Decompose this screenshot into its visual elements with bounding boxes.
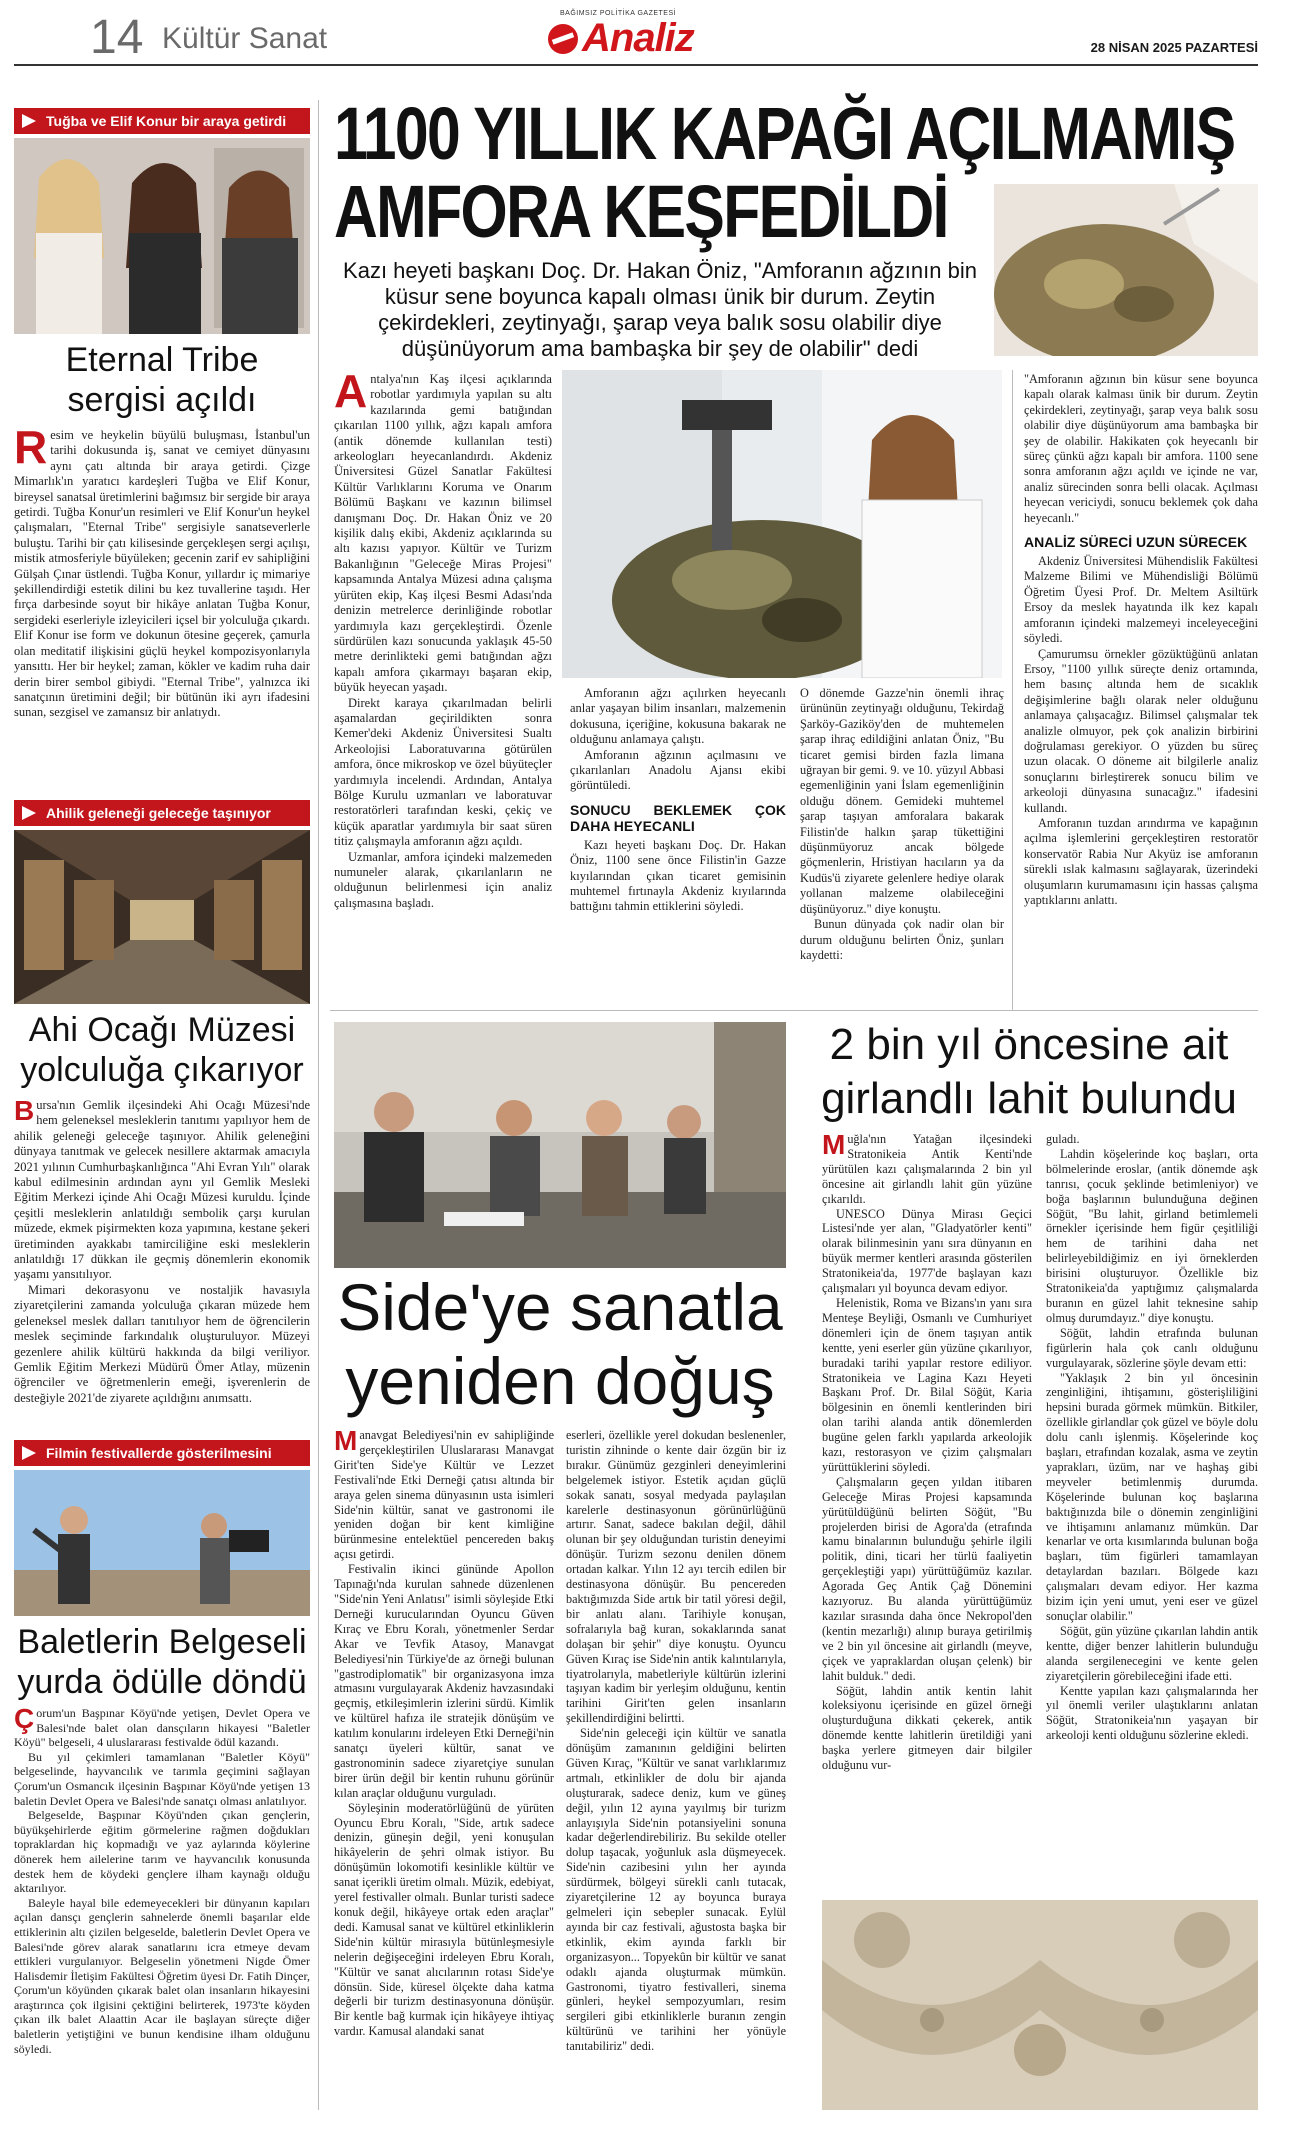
side-text-1b: Festivalin ikinci gününde Apollon Tapınağı'nda kurulan sahnede düzenlenen "Side'nin Yeni Anlatısı" isimli söyleşide Etki Derneği kurucularından Oyuncu Güven Kıraç ve Ebru Koralı, yönetmenler Serdar Akar ve Tevfik Atasoy, Manavgat Belediyesi'nin Türkiye'de az örneği bulunan "gastrodiplomatik" bir organizasyona imza atmasını vurgulayarak Akdeniz havzasındaki geçmiş, etkileşimlerin izlerini sürdü. Kimlik ve kültürel hafıza ile stratejik dönüşüm ve katılım konularını irdeleyen Etki Derneği'nin sanatçı üyeleri kültür, sanat ve gastronominin sadece ziyaretçiye sunulan birer ürün değil bir kentin ruhunu görünür kılan araçlar olduğunu vurguladı. — [334, 1562, 554, 1800]
balet-article-body — [14, 1703, 310, 2056]
amfora-lab-photo — [562, 370, 1002, 678]
lahit-text-2d: "Yaklaşık 2 bin yıl öncesinin zenginliğini, ihtişamını, gösterişliliğini hepsini burada görmek mümkün. Bitkiler, özellikle girlandlar çok güzel ve böyle dolu dolu canlı işlenmiş. Köşelerinde koç başları, etrafından kozalak, asma ve zeytin yaprakları, üzüm, nar ve haşhaş gibi meyveler betimlenmiş durumda. Köşelerinde bulunan koç başlarına baktığınızda bile o dönemin zenginliğini ve ihtişamını anlamanız mümkün. Dar kenarlar ve orta kısımlarında bulunan boğa başları, tüm figürleri tamamlayan detaylardan bazıları. Bölgede kazı çalışmaları devam ediyor. Her kazma bizim için yeni umut, yeni eser ve güzel sonuçlar olabilir." — [1046, 1370, 1258, 1623]
lahit-text-1d: Çalışmaların geçen yıldan itibaren Geleceğe Miras Projesi kapsamında yürütüldüğünü belirten Söğüt, "Bu projelerden birisi de Agora'da (etrafında kamu binalarının bulunduğu şehirle ilgili politik, dini, ticari her türlü faaliyetin gerçekleştiği yapı) yürüttüğümüz kazılar. Agorada Geç Antik Çağ Dönemini kazıyoruz. Bu alanda yürüttüğümüz kazılar sırasında daha önce Nekropol'den (kentin mezarlığı) alınıp buraya getirilmiş ve 2 bin yıl öncesine ait girlandlı (meyve, çiçek ve yapraklardan oluşan çelenk) bir lahit bulduk." dedi. — [822, 1474, 1032, 1683]
amfora-text-2b: Amforanın ağzının açılmasını ve çıkarılanları Anadolu Ajansı ekibi görüntüledi. — [570, 747, 786, 793]
tugba-headline — [14, 340, 310, 420]
section-title: Kültür Sanat — [162, 22, 328, 55]
side-panel-photo — [334, 1022, 786, 1268]
newspaper-logo — [548, 10, 748, 66]
tugba-dropcap: R — [14, 421, 48, 473]
ahi-museum-photo — [14, 830, 310, 1004]
amfora-column-2 — [570, 686, 786, 915]
amfora-text-3b: "Amforanın ağzının bin küsur sene boyunca kapalı olarak kalması ünik bir durum. Zeytin çekirdekleri, zeytinyağı, şarap veya balık sosu olabilir diye düşünüyorum ama bambaşka bir şey de olabilir. Hakikaten çok heyecanlı bir süreç çünkü ağzı kapalı bir amfora. 1100 sene sonra amforanın ağzı açıldı ve içinde ne var, analiz sürecinden sonra belli olacak. Açılması heyecan vericiydi, sonucu beklemek çok daha heyecanlı." — [1024, 372, 1258, 525]
lahit-text-1b: UNESCO Dünya Mirası Geçici Listesi'nde yer alan, "Gladyatörler kenti" olarak bilinmesinin yanı sıra dünyanın en büyük mermer kentleri arasında gösterilen Stratonikeia'da, 1977'de başlayan kazı çalışmaları yıl boyunca devam ediyor. — [822, 1206, 1032, 1296]
logo-tagline: BAĞIMSIZ POLİTİKA GAZETESİ — [560, 10, 677, 17]
lahit-sarcophagus-photo — [822, 1900, 1258, 2110]
lahit-text-1e: Söğüt, lahdin antik kentin lahit koleksiyonu içerisinde en güzel örneği oluşturduğuna dikkati çekerek, antik dönemde kentte lahitlerin üretildiği yani başka yerlere gitmeyen dair bilgiler olduğunu vur- — [822, 1683, 1032, 1773]
amfora-column-1 — [334, 365, 552, 911]
lahit-headline-line2: girlandlı lahit bulundu — [821, 1074, 1237, 1123]
side-dropcap: M — [334, 1425, 358, 1456]
tugba-article-body — [14, 421, 310, 721]
balet-dropcap: Ç — [14, 1703, 35, 1734]
lahit-text-2: guladı. — [1046, 1132, 1080, 1146]
amfora-text-1b: Direkt karaya çıkarılmadan belirli aşamalardan geçirildikten sonra Kemer'deki Akdeniz Üniversitesi Sualtı Arkeolojisi Laboratuvarına götürülen amfora, önce mikroskop ve özel büyüteçler yardımıyla incelendi. Ardından, Antalya Bölge Kurulu uzmanları ve laboratuvar restoratörleri tarafından keski, çekiç ve küçük aparatlar yardımıyla bir saat süren titiz çalışmayla amforanın ağzı açıldı. — [334, 695, 552, 849]
lahit-dropcap: M — [822, 1129, 846, 1160]
tugba-text: esim ve heykelin büyülü buluşması, İstanbul'un tarihi dokusunda iş, sanat ve cemiyet dünyasını aynı çatı altında bir araya getirdi. Çizge Mimarlık'ın yaratıcı kardeşleri Tuğba ve Elif Konur, bireysel sanatsal üretimlerini bağımsız bir sergide bir araya getirdi. Tuğba Konur'un resimleri ve Elif Konur'un heykel çalışmaları, "Eternal Tribe" sergisiyle sanatseverlerle buluştu. Tarihi bir çatı kilisesinde gerçekleşen sergi açılışı, mistik atmosferiyle büyüleken; gecenin zarif ev sahipliğini Gülşah Çınar üstlendi. Tuğba Konur, yıllardır iç mimariye şekillendirdiği estetik dilini bu kez tuvallerine taşıdı. Her fırça darbesinde soyut bir hikâye anlatan Tuğba Konur, sergideki eserleriyle izleyicileri içsel bir yolculuğa çıkardı. Elif Konur ise form ve dokunun ötesine geçerek, çamurla olan meditatif ilişkisini güçlü heykel kompozisyonlarıyla yansıttı. Her bir heykel; zaman, kökler ve kadim ruha dair derin birer sembol gibiydi. "Eternal Tribe", yalnızca iki sanatçının üretimini değil; bir bütünün iki ayrı ifadesini sunan, sezgisel ve zamansız bir anlatıydı. — [14, 428, 310, 720]
amfora-headline-line1: 1100 YILLIK KAPAĞI AÇILMAMIŞ — [334, 92, 1235, 175]
amfora-text-1c: Uzmanlar, amfora içindeki malzemeden numuneler alarak, çıkarılanların ne olduğunun belirlenmesi için analiz çalışmasına başladı. — [334, 849, 552, 910]
balet-headline — [14, 1622, 310, 1702]
tugba-section-label: Tuğba ve Elif Konur bir araya getirdi — [14, 108, 310, 134]
ahi-dropcap: B — [14, 1095, 35, 1126]
balet-headline-line2: yurda ödülle döndü — [17, 1663, 307, 1701]
ahi-headline-line1: Ahi Ocağı Müzesi — [28, 1011, 296, 1049]
balet-film-photo — [14, 1470, 310, 1616]
logo-text: Analiz — [582, 16, 694, 60]
tugba-elif-photo — [14, 138, 310, 334]
balet-text-4: Baleyle hayal bile edemeyecekleri bir dünyanın kapıları açılan dansçı gençlerin sahnelerde önemli başarılar elde ettiklerinin altı çizilen belgeselde, baletlerin Devlet Opera ve Balesi'nde görev alarak sanatlarını icra etmeye devam ettikleri vurgulanıyor. Belgeselin yönetmeni Nigde Ömer Halisdemir İletişim Fakültesi Öğretim üyesi Dr. Fatih Dinçer, Çorum'un köyünden çıkarak balet olan insanların hikayesini araştırınca çok ilgisini çektiğini belirterek, 1973'te köyden çıkan ilk balet Alaattin Acar ile başlayan süreçte diğer baletlerin yetiştiğini ve bunun kendisine ilham olduğunu söyledi. — [14, 1895, 310, 2056]
lahit-text-2f: Kentte yapılan kazı çalışmalarında her yıl önemli veriler ulaştıklarını anlatan Söğüt, Stratonikeia'nın yaşayan bir arkeoloji kenti olduğunu sözlerine ekledi. — [1046, 1683, 1258, 1743]
lahit-column-1 — [822, 1129, 1032, 1773]
column-divider — [318, 100, 319, 2110]
issue-date: 28 NİSAN 2025 PAZARTESİ — [1090, 40, 1258, 55]
amfora-subhead-2: ANALİZ SÜRECİ UZUN SÜRECEK — [1024, 534, 1248, 551]
side-text-2b: Side'nin geleceği için kültür ve sanatla dönüşüm zamanının geldiğini belirten Güven Kıraç, "Kültür ve sanat varlıklarımız artmalı, etkinlikler de dolu bir ajanda oluşturarak, sadece deniz, kum ve güneş değil, yılın 12 ayına yayılmış bir turizm anlayışıyla Side'nin potansiyelini sonuna kadar değerlendirebiliriz. Bu sekilde oteller dolup taşacak, yoğunluk asla düşmeyecek. Side'nin cazibesini yılın her ayında sürdürmek, bölgeyi sürekli canlı tutacak, ziyaretçilerine 12 ay boyunca buraya gelmeleri için sebepler sunacak. Eylül ayında bir caz festivali, ağustosta başka bir etkinlik, ekim ayında farklı bir organizasyon... Topyekûn bir kültür ve sanat odaklı ajanda oluşturmak mümkün. Gastronomi, tiyatro festivalleri, sinema günleri, heykel sempozyumları, resim sergileri gibi etkinliklerle buranın zengin kültürünü ve tarihini her yönüyle tanıtabiliriz" dedi. — [566, 1726, 786, 2054]
header-rule — [14, 64, 1258, 66]
amfora-column-4 — [1024, 372, 1258, 908]
ahi-headline — [14, 1010, 310, 1090]
amfora-subhead-1: SONUCU BEKLEMEK ÇOK DAHA HEYECANLI — [570, 801, 786, 834]
side-headline-line1: Side'ye sanatla — [337, 1270, 783, 1344]
amfora-text-2: Amforanın ağzı açılırken heyecanlı anlar yaşayan bilim insanları, malzemenin dokusuna, içeriğine, kokusuna bakarak ne olduğunu anlamaya çalıştı. — [570, 686, 786, 747]
side-column-1 — [334, 1425, 554, 2039]
balet-text-3: Belgeselde, Başpınar Köyü'nden çıkan gençlerin, büyükşehirlerde eğitim görmelerine rağmen doğdukları topraklardan hiç kopmadığı ve yaz aylarında köylerine dönerek hem ailelerine tarım ve hayvancılık konusunda destek hem de köydeki gençlere ilham kaynağı olduğu aktarılıyor. — [14, 1808, 310, 1896]
amfora-text-1: ntalya'nın Kaş ilçesi açıklarında robotlar yardımıyla yapılan su altı kazılarında gemi batığından çıkarılan 1100 yıllık, ağzı kapalı amfora (antik dönemde kullanılan testi) arkeologları heyecanlandırdı. Akdeniz Üniversitesi Güzel Sanatlar Fakültesi Kültür Varlıklarını Koruma ve Onarım Bölümü Başkanı ve kazının bilimsel danışmanı Doç. Dr. Hakan Öniz ve 20 kişilik dalış ekibi, Akdeniz açıklarında su altı kazısı yapıyor. Kültür ve Turizm Bakanlığının "Geleceğe Miras Projesi" kapsamında Antalya Müzesi adına çalışma yürüten ekip, Kaş ilçesi Besmi Adası'nda denizin metrelerce derinliğinde robotlar yardımıyla kazı gerçekleştirdi. Özenle sürdürülen kazı sonucunda yaklaşık 45-50 metre derinlikteki gemi batığından ağzı kapalı amfora çıkarmayı başaran ekip, büyük heyecan yaşadı. — [334, 372, 552, 695]
ahi-text-2: Mimari dekorasyonu ve nostaljik havasıyla ziyaretçilerini zamanda yolculuğa çıkaran müzede hem geleneksel meslek dalları tanıtılıyor hem de öğrencilerin meslek seçiminde farkındalık oluşturuluyor. Müzeyi gezenlere ahilik kültürü hakkında da bilgi veriliyor. Gemlik Eğitim Merkezi Müdürü Ömer Atlay, müzenin öğrenciler ve öğretmenlerin emeği, işverenlerin de desteğiyle 2021'de ziyarete açıldığını anımsattı. — [14, 1282, 310, 1405]
ahi-section-label: Ahilik geleneği geleceğe taşınıyor — [14, 800, 310, 826]
ahi-headline-line2: yolculuğa çıkarıyor — [20, 1051, 304, 1089]
lahit-headline — [800, 1018, 1258, 1126]
side-column-2 — [566, 1428, 786, 2054]
column-divider — [1012, 370, 1013, 1010]
lahit-text-1c: Helenistik, Roma ve Bizans'ın yanı sıra Menteşe Beyliği, Osmanlı ve Cumhuriyet dönemleri için de önem taşıyan antik kentte, yeni eserler gün yüzüne çıkarılıyor, buradaki tarihi yapılar restore ediliyor. Stratonikeia ve Lagina Kazı Heyeti Başkanı Prof. Dr. Bilal Söğüt, Karia bölgesinin en önemli kentlerinden biri olan tarihi alanda antik dönemlerden bugüne gelen farklı yapılarda arkeolojik kazı, restorasyon ve çizim çalışmaları yürüttüklerini söyledi. — [822, 1295, 1032, 1474]
ahi-text: ursa'nın Gemlik ilçesindeki Ahi Ocağı Müzesi'nde hem geleneksel mesleklerin tanıtımı yapılıyor hem de ahilik geleneği geleceğe taşınıyor. Ahilik geleneğini dünyaya tanıtmak ve gelecek nesillere aktarmak amacıyla 2021 yılının Cumhurbaşkanlığınca "Ahi Evran Yılı" olarak kabul edilmesinin ardından aynı yıl Gemlik Mesleki Eğitim Merkezi içinde Ahi Ocağı Müzesi kuruldu. İçinde çeşitli mesleklerin anlatıldığı sembolik çarşı kurulan müzede, ekmek pişirmekten koza yapımına, kestane şekeri üretiminden ayakkabı tamirciliğine eski mesleklerin anlatıldığı 17 dükkan ile geçmiş dönemlerin ekonomik yaşamı yansıtılıyor. — [14, 1098, 310, 1282]
amfora-dropcap: A — [334, 365, 368, 417]
amfora-text-3d: Çamurumsu örnekler gözüktüğünü anlatan Ersoy, "1100 yıllık süreçte deniz ortamında, hem basınç altında hem de sıcaklık değişimlerine bağlı olarak neler olduğunu anlamaya çalışacağız. Bilimsel çalışmalar tek analizle olmuyor, pek çok analizin birbirini doğrulaması gerekiyor. O yüzden bu süreç uzun olacak. O döneme ait bilgilerle analiz sonuçlarını birleştirerek sonucu bilim ve arkeoloji dünyasına sunacağız." ifadesini kullandı. — [1024, 646, 1258, 815]
tugba-headline-line2: sergisi açıldı — [67, 381, 257, 419]
globe-icon — [548, 24, 578, 54]
lahit-column-2 — [1046, 1132, 1258, 1743]
side-text-2: eserleri, özellikle yerel dokudan beslenenler, turistin zihninde o kente dair özgün bir iz bırakır. Günümüz gezginleri deneyimlerini belgelemek istiyor. Estetik açıdan güçlü sokak sanatı, sosyal medyada paylaşılan karelerle destinasyonun görünürlüğünü artırır. Sanat, sadece bakılan değil, dâhil olunan bir şey olduğundan turistin deneyimi dönüşür. Turizm sezonu denilen dönem ortadan kalkar. Yılın 12 ayı tercih edilen bir destinasyona dönüşür. Bu pencereden baktığımızda Side artık bir tatil yöresi değil, bir anlatı alanı. Tarihiyle konuşan, sofralarıyla bağ kuran, sokaklarında sanat dolaşan bir şehir" diye konuştu. Oyuncu Güven Kıraç ise Side'nin antik kalıntılarıyla, tiyatrolarıyla, mabetleriyle kültürün izlerini taşıyan kadim bir yerleşim olduğunu, kentin tarihini Girit'ten gelen insanların şekillendirdiğini belirtti. — [566, 1428, 786, 1726]
lahit-text-2b: Lahdin köşelerinde koç başları, orta bölmelerinde eroslar, (antik dönemde aşk tanrısı, çocuk şeklinde betimleniyor) ve boğa başlarının bulunduğuna değinen Söğüt, "Bu lahit, girland betimlemeli örnekler içerisinde hem figür çeşitliliği hem de tarihini daha net belirleyebildiğimiz en iyi örneklerden birisini oluşturuyor. Özellikle biz Stratonikeia'da yaptığımız çalışmalarda buranın en güzel lahit teknesine sahip olmuş durumdayız." diye konuştu. — [1046, 1146, 1258, 1325]
amfora-text-3: Bunun dünyada çok nadir olan bir durum olduğunu belirten Öniz, şunları kaydetti: — [800, 917, 1004, 962]
lahit-headline-line1: 2 bin yıl öncesine ait — [829, 1020, 1229, 1069]
side-headline — [334, 1270, 786, 1418]
lahit-text-1: uğla'nın Yatağan ilçesindeki Stratonikeia Antik Kenti'nde yürütülen kazı çalışmalarında 2 bin yıl öncesine ait girlandlı lahit gün yüzüne çıkarıldı. — [822, 1132, 1032, 1206]
amfora-closeup-photo — [994, 184, 1258, 356]
lahit-text-2e: Söğüt, gün yüzüne çıkarılan lahdin antik kentte, diğer benzer lahitlerin bulunduğu alanda sergilenecegini ve kente gelen ziyaretçilerin görebileceğini ifade etti. — [1046, 1623, 1258, 1683]
side-headline-line2: yeniden doğuş — [345, 1344, 775, 1418]
lahit-text-2c: Söğüt, lahdin etrafında bulunan figürlerin hala çok canlı olduğunu vurgulayarak, sözlerine şöyle devam etti: — [1046, 1325, 1258, 1370]
balet-text-2: Bu yıl çekimleri tamamlanan "Baletler Köyü" belgeselinde, hayvancılık ve tarımla geçimini sağlayan Çorum'un Osmancık ilçesinin Başpınar Köyü'nde yetişen 13 baletin Devlet Opera ve Balesi'nde sanatçı olması anlatılıyor. — [14, 1749, 310, 1808]
balet-text: orum'un Başpınar Köyü'nde yetişen, Devlet Opera ve Balesi'nde balet olan dansçıların hikayesi "Baletler Köyü" belgeseli, 4 uluslararası festivalde ödül kazandı. — [14, 1706, 310, 1750]
side-text-1c: Söyleşinin moderatörlüğünü de yürüten Oyuncu Ebru Koralı, "Side, artık sadece denizin, güneşin değil, yeni konuşulan hikâyelerin de şehri olmak istiyor. Bu dönüşümün lokomotifi kesinlikle kültür ve sanat içerikli üretim olmalı. Müzik, edebiyat, yerel festivaller olmalı. Bunlar turisti sadece konuk değil, hikâyeye ortak eden araçlar" dedi. Kamusal sanat ve kültürel etkinliklerin Side'nin kültür mirasıyla bütünleşmesiyle nelerin değişeceğini irdeleyen Ebru Koralı, "Kültür ve sanat alıcılarının rotası Side'ye dönsün. Side, küresel ölçekte daha katma değerli bir turizm destinasyonuna dönüşür. Bir kentle bağ kurmak için hikâyeye ihtiyaç vardır. Kamusal alandaki sanat — [334, 1800, 554, 2039]
balet-headline-line1: Baletlerin Belgeseli — [17, 1623, 307, 1661]
tugba-headline-line1: Eternal Tribe — [65, 341, 259, 379]
amfora-column-3 — [800, 686, 1004, 963]
section-divider — [330, 1010, 1258, 1011]
page-number: 14 — [90, 11, 144, 64]
amfora-deck: Kazı heyeti başkanı Doç. Dr. Hakan Öniz, "Amforanın ağzının bin küsur sene boyunca kapalı olması ünik bir durum. Zeytin çekirdekleri, zeytinyağı, şarap veya balık sosu olabilir diye düşünüyorum ama bambaşka bir şey de olabilir" dedi — [343, 258, 977, 361]
ahi-article-body — [14, 1095, 310, 1406]
amfora-headline-line2: AMFORA KEŞFEDİLDİ — [334, 170, 948, 253]
balet-section-label: Filmin festivallerde gösterilmesini — [14, 1440, 310, 1466]
amfora-text-3c: Akdeniz Üniversitesi Mühendislik Fakültesi Malzeme Bilimi ve Mühendisliği Bölümü Öğretim Üyesi Prof. Dr. Meltem Asiltürk Ersoy da meslek hayatında ilk kez kapalı amforanın içindeki malzemeyi inceleyeceğini söyledi. — [1024, 554, 1258, 646]
side-text-1: anavgat Belediyesi'nin ev sahipliğinde gerçekleştirilen Uluslararası Manavgat Girit'ten Side'ye Kültür ve Lezzet Festivali'nde Etki Derneği çatısı altında bir araya gelen sinema dünyasının usta isimleri Side'nin kültür, sanat ve gastronomi ile yeniden doğan bir kent kimliğine bürünmesine entelektüel pencereden bakış açısı getirdi. — [334, 1428, 554, 1562]
amfora-text-3e: Amforanın tuzdan arındırma ve kapağının açılma işlemlerini gerçekleştiren restoratör konservatör Rabia Nur Akyüz ise amforanın sürekli ıslak kalmasını sağlayarak, üzerindeki oluşumların kurumamasını için hassas çalışma yaptıklarını anlattı. — [1024, 815, 1258, 907]
amfora-text-2d: O dönemde Gazze'nin önemli ihraç ürününün zeytinyağı olduğunu, Tekirdağ Şarköy-Gaziköy'den de muhtemelen şarap ihraç edildiğini anlatan Öniz, "Bu ticaret gemisi birden fazla limana uğrayan bir gemi. 9. ve 10. yüzyıl Abbasi egemenliğinin yani İslam egemenliğinin olduğu dönem. Gemideki muhtemel şarap taşıyan amforalara bakarak Filistin'de halkın şarap tükettiğini düşünmüyoruz ancak bölgede göçmenlerin, Hristiyan hacıların ya da Kudüs'ü ziyarete gelenlere hediye olarak yollanan malzeme olabileceğini düşünüyoruz." diye konuştu. — [800, 686, 1004, 916]
amfora-text-2c: Kazı heyeti başkanı Doç. Dr. Hakan Öniz, 1100 sene önce Filistin'in Gazze kıyılarından çıkan ticaret gemisinin muhtemel fırtınayla Akdeniz kıyılarında battığını tahmin ettiklerini söyledi. — [570, 837, 786, 914]
